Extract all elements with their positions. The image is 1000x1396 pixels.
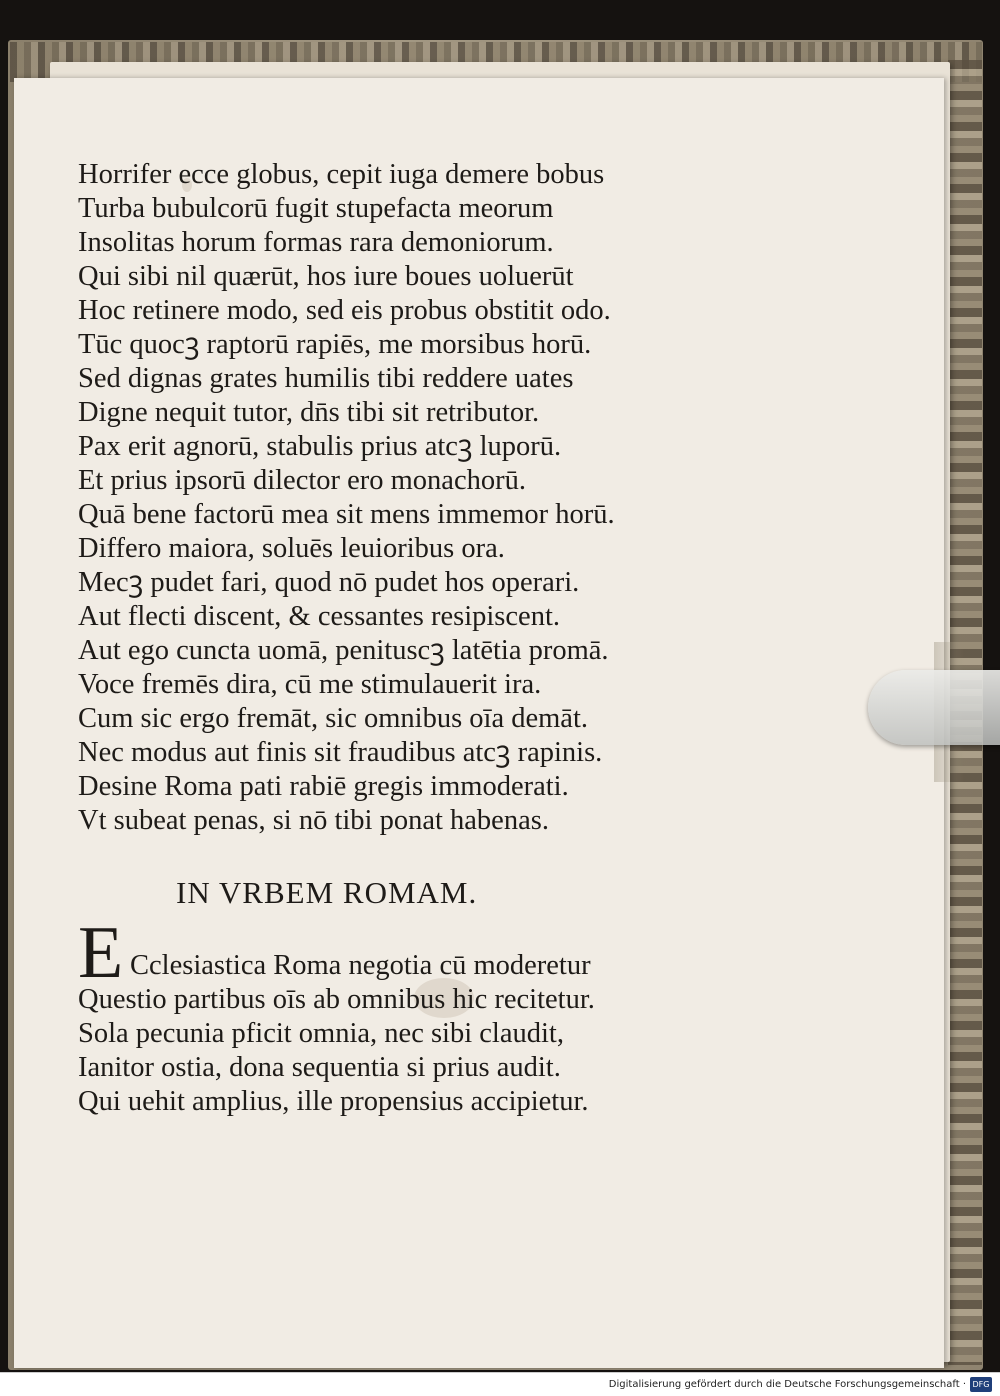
book-page [14, 78, 944, 1368]
prose-first-line: Cclesiastica Roma negotia cū moderetur [130, 950, 591, 981]
verse-line: Hoc retinere modo, sed eis probus obstitit odo. [78, 295, 611, 326]
verse-line: Voce fremēs dira, cū me stimulauerit ira. [78, 669, 542, 700]
prose-line: Ianitor ostia, dona sequentia si prius audit. [78, 1052, 561, 1083]
verse-line: Mecꝫ pudet fari, quod nō pudet hos operari. [78, 567, 580, 598]
verse-line: Sed dignas grates humilis tibi reddere uates [78, 363, 574, 394]
verse-line: Quā bene factorū mea sit mens immemor horū. [78, 499, 615, 530]
page-clip-bookmark [868, 670, 1000, 745]
verse-line: Turba bubulcorū fugit stupefacta meorum [78, 193, 554, 224]
verse-line: Aut flecti discent, & cessantes resipiscent. [78, 601, 560, 632]
verse-line: Digne nequit tutor, dn̄s tibi sit retributor. [78, 397, 540, 428]
verse-line: Insolitas horum formas rara demoniorum. [78, 227, 554, 258]
verse-line: Pax erit agnorū, stabulis prius atcꝫ luporū. [78, 431, 562, 462]
prose-block [78, 912, 798, 1165]
verse-line: Nec modus aut finis sit fraudibus atcꝫ rapinis. [78, 737, 603, 768]
verse-line: Et prius ipsorū dilector ero monachorū. [78, 465, 526, 496]
verse-line: Tūc quocꝫ raptorū rapiēs, me morsibus horū. [78, 329, 592, 360]
verse-line: Desine Roma pati rabiē gregis immoderati. [78, 771, 569, 802]
section-heading: IN VRBEM ROMAM. [176, 875, 478, 910]
footer-bar [0, 1372, 1000, 1396]
verse-line: Differo maiora, soluēs leuioribus ora. [78, 533, 505, 564]
funding-credit: Digitalisierung gefördert durch die Deutsche Forschungsgemeinschaft · [608, 1379, 966, 1390]
verse-line: Qui sibi nil quærūt, hos iure boues uoluerūt [78, 261, 574, 292]
verse-block [78, 158, 798, 838]
verse-line: Cum sic ergo fremāt, sic omnibus oīa demāt. [78, 703, 588, 734]
decorated-initial: E [78, 912, 124, 994]
verse-line: Vt subeat penas, si nō tibi ponat habenas. [78, 805, 549, 836]
prose-line: Qui uehit amplius, ille propensius accipietur. [78, 1086, 589, 1117]
verse-line: Aut ego cuncta uomā, penituscꝫ latētia promā. [78, 635, 609, 666]
prose-line: Sola pecunia pficit omnia, nec sibi claudit, [78, 1018, 564, 1049]
verse-line: Horrifer ecce globus, cepit iuga demere bobus [78, 159, 605, 190]
prose-line: Questio partibus oīs ab omnibus hic recitetur. [78, 984, 595, 1015]
prose-lines [78, 983, 798, 1119]
dfg-logo-icon: DFG [970, 1377, 992, 1392]
